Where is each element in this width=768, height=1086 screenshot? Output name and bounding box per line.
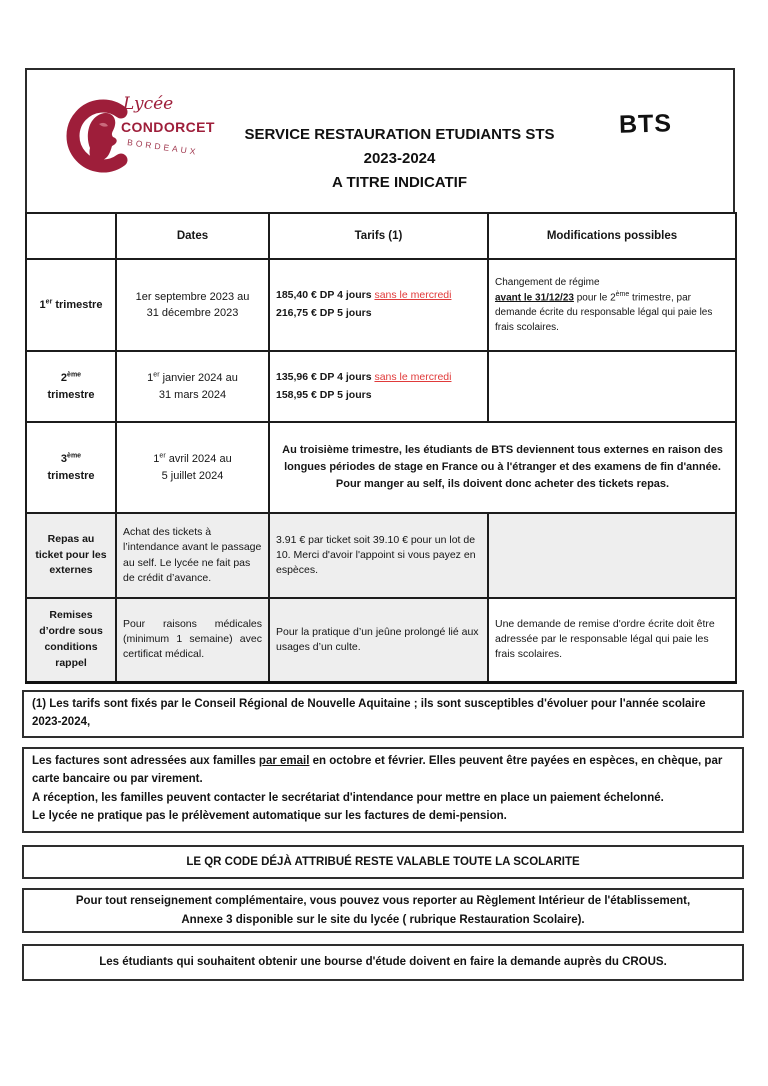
row-trimestre-3 — [26, 422, 736, 513]
note-tarifs-conseil-regional: (1) Les tarifs sont fixés par le Conseil Régional de Nouvelle Aquitaine ; ils sont susceptibles d'évoluer pour l'année scolaire 2023-2024, — [22, 690, 744, 738]
title-line-1: SERVICE RESTAURATION ETUDIANTS STS — [244, 126, 555, 143]
title-line-2: 2023-2024 — [363, 150, 436, 167]
remises-jeune: Pour la pratique d’un jeûne prolongé lié aux usages d’un culte. — [269, 598, 488, 682]
trimestre-3-info: Au troisième trimestre, les étudiants de BTS deviennent tous externes en raison des longues périodes de stage en France ou à l'étranger et des examens de fin d'année. Pour manger au self, ils doivent donc acheter des tickets repas. — [269, 422, 736, 513]
bts-badge: BTS — [618, 109, 673, 139]
repas-ticket-empty — [488, 513, 736, 598]
remises-raisons-medicales: Pour raisons médicales (minimum 1 semaine) avec certificat médical. — [116, 598, 269, 682]
row-trimestre-1 — [26, 259, 736, 351]
repas-ticket-prix: 3.91 € par ticket soit 39.10 € pour un lot de 10. Merci d'avoir l'appoint si vous payez en espèces. — [269, 513, 488, 598]
header-tarifs: Tarifs (1) — [269, 213, 488, 259]
label-trimestre-2: 2ème trimestre — [26, 351, 116, 422]
title-line-3: A TITRE INDICATIF — [332, 174, 467, 191]
tarifs-trimestre-1: 185,40 € DP 4 jours sans le mercredi 216,75 € DP 5 jours — [269, 259, 488, 351]
document-header — [25, 68, 735, 212]
remises-demande-ecrite: Une demande de remise d'ordre écrite doit être adressée par le responsable légal qui paie les frais scolaires. — [488, 598, 736, 682]
table-header-row — [26, 213, 736, 259]
logo-text-lycee: Lycée — [123, 94, 174, 114]
sans-mercredi-note: sans le mercredi — [374, 289, 452, 302]
modifications-trimestre-2 — [488, 351, 736, 422]
row-trimestre-2 — [26, 351, 736, 422]
row-repas-ticket — [26, 513, 736, 598]
logo-text-bordeaux: BORDEAUX — [126, 137, 200, 157]
header-empty-cell — [26, 213, 116, 259]
header-dates: Dates — [116, 213, 269, 259]
label-trimestre-1: 1er trimestre — [26, 259, 116, 351]
modifications-trimestre-1: Changement de régime avant le 31/12/23 pour le 2ème trimestre, par demande écrite du responsable légal qui paie les frais scolaires. — [488, 259, 736, 351]
logo-text-condorcet: CONDORCET — [121, 119, 215, 135]
header-modifications: Modifications possibles — [488, 213, 736, 259]
note-reglement-interieur: Pour tout renseignement complémentaire, vous pouvez vous reporter au Règlement Intérieur de l'établissement, Annexe 3 disponible sur le site du lycée ( rubrique Restauration Scolaire). — [22, 888, 744, 933]
dates-trimestre-1: 1er septembre 2023 au 31 décembre 2023 — [116, 259, 269, 351]
note-bourse-crous: Les étudiants qui souhaitent obtenir une bourse d'étude doivent en faire la demande auprès du CROUS. — [22, 944, 744, 981]
label-remises-ordre: Remises d’ordre sous conditions rappel — [26, 598, 116, 682]
repas-ticket-achat: Achat des tickets à l’intendance avant le passage au self. Le lycée ne fait pas de crédit d’avance. — [116, 513, 269, 598]
tarifs-trimestre-2: 135,96 € DP 4 jours sans le mercredi 158,95 € DP 5 jours — [269, 351, 488, 422]
note-qr-code: LE QR CODE DÉJÀ ATTRIBUÉ RESTE VALABLE TOUTE LA SCOLARITE — [22, 845, 744, 879]
tarifs-table — [25, 212, 737, 684]
document-title — [177, 123, 622, 195]
note-factures: Les factures sont adressées aux familles par email en octobre et février. Elles peuvent être payées en espèces, en chèque, par carte bancaire ou par virement. A réception, les familles peuvent contacter le secrétariat d'intendance pour mettre en place un paiement échelonné. Le lycée ne pratique pas le prélèvement automatique sur les factures de demi-pension. — [22, 747, 744, 833]
dates-trimestre-2: 1er janvier 2024 au 31 mars 2024 — [116, 351, 269, 422]
label-trimestre-3: 3ème trimestre — [26, 422, 116, 513]
row-remises-ordre — [26, 598, 736, 682]
dates-trimestre-3: 1er avril 2024 au 5 juillet 2024 — [116, 422, 269, 513]
label-repas-ticket: Repas au ticket pour les externes — [26, 513, 116, 598]
par-email-underline: par email — [258, 755, 310, 767]
sans-mercredi-note: sans le mercredi — [374, 370, 452, 383]
